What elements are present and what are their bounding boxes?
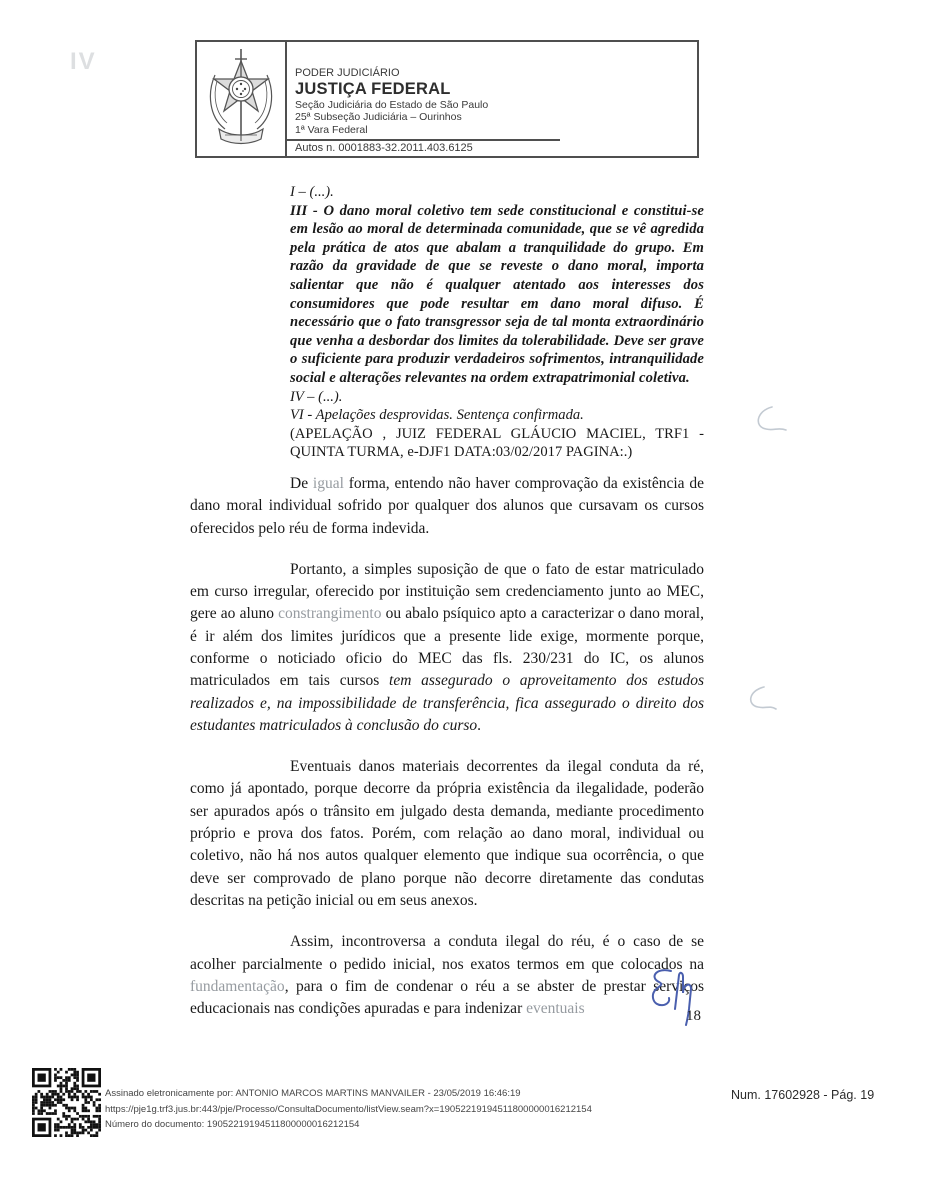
text-segment: ou abalo psíquico apto a caracterizar o dano moral, é ir além dos limites jurídicos que a presente lide exige, mormente porque, conforme o noticiado oficio do MEC das fls. 230/231 do IC, os alunos matriculados em tais cursos	[190, 605, 704, 690]
text-segment: .	[477, 716, 482, 734]
header-branch: PODER JUDICIÁRIO	[295, 66, 400, 79]
qr-code-icon	[32, 1068, 101, 1137]
header-section: Seção Judiciária do Estado de São Paulo	[295, 98, 489, 111]
header-subsection: 25ª Subseção Judiciária – Ourinhos	[295, 111, 462, 123]
faint-roman-numeral: IV	[70, 48, 97, 75]
text-segment: fundamentação	[190, 977, 285, 995]
text-segment: forma, entendo não haver comprovação da existência de dano moral individual sofrido por qualquer dos alunos que cursavam os cursos oferecidos pelo réu de forma indevida.	[190, 474, 704, 537]
text-segment: , para o fim de condenar o réu a se abster de prestar serviços educacionais nas condições apuradas e para indenizar	[190, 977, 704, 1018]
body-paragraph	[190, 756, 704, 912]
header-vara: 1ª Vara Federal	[295, 123, 368, 136]
case-number: Autos n. 0001883-32.2011.403.6125	[295, 139, 697, 156]
text-segment: igual	[312, 474, 344, 492]
text-segment: constrangimento	[278, 605, 382, 623]
quote-block	[290, 183, 704, 462]
text-segment: Eventuais danos materiais decorrentes da ilegal conduta da ré, como já apontado, porque decorre da própria existência da ilegalidade, poderão ser apurados após o trânsito em julgado desta demanda, mediante procedimento próprio e prova dos fatos. Porém, com relação ao dano moral, individual ou coletivo, não há nos autos qualquer elemento que indique sua ocorrência, o que deve ser comprovado de plano porque não decorre diretamente das condutas descritas na petição inicial ou em seus anexos.	[190, 758, 704, 909]
text-segment: Portanto, a simples suposição de que o fato de estar matriculado em curso irregular, oferecido por instituição sem credenciamento junto ao MEC, gere ao aluno	[190, 560, 704, 623]
court-header-text	[287, 42, 697, 156]
document-body	[190, 183, 704, 1020]
body-paragraph	[190, 559, 704, 737]
text-segment: Assim, incontroversa a conduta ilegal do réu, é o caso de se acolher parcialmente o pedido inicial, nos exatos termos em que colocados na	[190, 933, 704, 973]
quote-item: IV – (...).	[290, 388, 343, 405]
text-segment: De	[290, 474, 313, 492]
quote-item: I – (...).	[290, 184, 334, 200]
signature-footer	[105, 1086, 592, 1133]
text-segment: tem assegurado o aproveitamento dos estudos realizados e, na impossibilidade de transferência, fica assegurado o direito dos estudantes matriculados à conclusão do curso	[190, 672, 704, 734]
page-stamp: Num. 17602928 - Pág. 19	[731, 1088, 875, 1102]
court-header-box	[195, 40, 699, 158]
body-paragraph	[190, 931, 704, 1020]
document-number-line: Número do documento: 19052219194511800000016212154	[105, 1119, 360, 1130]
text-segment: eventuais	[526, 1000, 585, 1018]
page-number: 18	[686, 1008, 701, 1024]
quote-item: (APELAÇÃO , JUIZ FEDERAL GLÁUCIO MACIEL, TRF1 - QUINTA TURMA, e-DJF1 DATA:03/02/2017 PAGINA:.)	[290, 425, 704, 461]
quote-item: VI - Apelações desprovidas. Sentença confirmada.	[290, 407, 584, 424]
signed-by-line: Assinado eletronicamente por: ANTONIO MARCOS MARTINS MANVAILER - 23/05/2019 16:46:19	[105, 1088, 521, 1099]
header-title: JUSTIÇA FEDERAL	[295, 79, 451, 98]
coat-of-arms-cell	[197, 42, 287, 156]
margin-pen-mark-icon	[748, 403, 798, 448]
document-url-line: https://pje1g.trf3.jus.br:443/pje/Processo/ConsultaDocumento/listView.seam?x=19052219194511800000016212154	[105, 1103, 592, 1115]
quote-item: III - O dano moral coletivo tem sede constitucional e constitui-se em lesão ao moral de determinada comunidade, que se vê agredida pela prática de atos que abalam a tranquilidade do grupo. Em razão da gravidade de que se reveste o dano moral, importa salientar que não é qualquer atentado aos interesses dos consumidores que pode resultar em dano moral difuso. É necessário que o fato transgressor seja de tal monta extraordinário que venha a desbordar dos limites da tolerabilidade. Deve ser grave o suficiente para produzir verdadeiros sofrimentos, intranquilidade social e alterações relevantes na ordem extrapatrimonial coletiva.	[290, 202, 704, 386]
body-paragraphs	[190, 473, 704, 1021]
brazil-coat-of-arms-icon	[203, 45, 279, 154]
body-paragraph	[190, 473, 704, 540]
margin-pen-mark-icon	[742, 683, 788, 726]
